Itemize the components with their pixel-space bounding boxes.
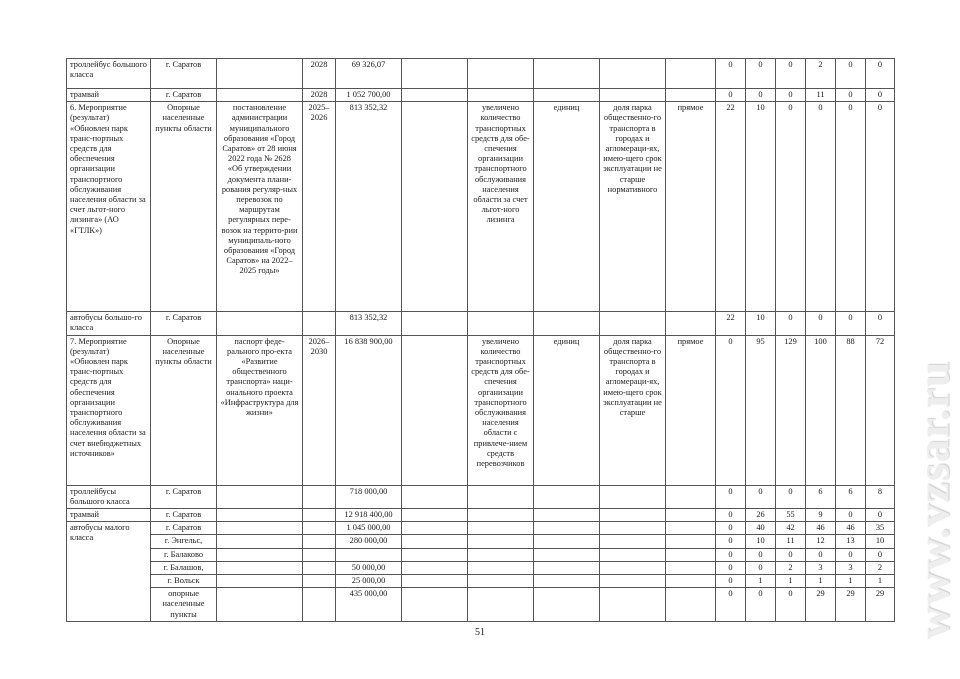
empty-cell — [666, 522, 716, 535]
empty-cell — [666, 588, 716, 622]
years-cell — [303, 522, 336, 535]
value-cell: 0 — [776, 485, 806, 508]
unit-cell — [534, 312, 600, 335]
value-cell: 0 — [716, 522, 746, 535]
value-cell: 10 — [866, 535, 895, 548]
value-cell: 11 — [776, 535, 806, 548]
value-cell: 8 — [866, 485, 895, 508]
indicator-type-cell — [666, 312, 716, 335]
value-cell: 2 — [806, 59, 836, 89]
years-cell — [303, 548, 336, 561]
unit-cell — [534, 89, 600, 102]
result-cell — [468, 485, 534, 508]
page-number: 51 — [475, 627, 485, 638]
value-cell: 0 — [806, 548, 836, 561]
value-cell: 40 — [746, 522, 776, 535]
indicator-cell: доля парка общественно-го транспорта в городах и агломераци-ях, имею-щего срок эксплуатации не старше — [600, 335, 666, 485]
value-cell: 46 — [806, 522, 836, 535]
place-cell: г. Саратов — [151, 509, 217, 522]
legal-document-cell — [217, 485, 303, 508]
place-cell: г. Саратов — [151, 312, 217, 335]
value-cell: 26 — [746, 509, 776, 522]
empty-cell — [402, 485, 468, 508]
value-cell: 0 — [746, 588, 776, 622]
indicator-cell — [600, 509, 666, 522]
amount-cell: 12 918 400,00 — [336, 509, 402, 522]
value-cell: 0 — [776, 59, 806, 89]
value-cell: 0 — [746, 485, 776, 508]
measure-name-cell: троллейбус большого класса — [67, 59, 151, 89]
value-cell: 0 — [746, 59, 776, 89]
place-cell: г. Саратов — [151, 59, 217, 89]
amount-cell: 1 052 700,00 — [336, 89, 402, 102]
value-cell: 46 — [836, 522, 866, 535]
indicator-cell — [600, 89, 666, 102]
legal-document-cell — [217, 561, 303, 574]
empty-cell — [402, 312, 468, 335]
value-cell: 0 — [836, 509, 866, 522]
table-row — [67, 561, 895, 574]
value-cell: 0 — [776, 312, 806, 335]
years-cell: 2028 — [303, 59, 336, 89]
measure-name-cell: 6. Мероприятие (результат) «Обновлен парк транс-портных средств для обеспечения организации транспортного обслуживания населения области за счет льгот-ного лизинга» (АО «ГТЛК») — [67, 102, 151, 312]
value-cell: 88 — [836, 335, 866, 485]
place-cell: Опорные населенные пункты области — [151, 335, 217, 485]
value-cell: 1 — [806, 575, 836, 588]
empty-cell — [468, 561, 534, 574]
empty-cell — [666, 561, 716, 574]
empty-cell — [600, 522, 666, 535]
result-cell — [468, 59, 534, 89]
value-cell: 0 — [716, 548, 746, 561]
years-cell — [303, 485, 336, 508]
amount-cell: 1 045 000,00 — [336, 522, 402, 535]
value-cell: 3 — [836, 561, 866, 574]
empty-cell — [600, 548, 666, 561]
value-cell: 3 — [806, 561, 836, 574]
table-row — [67, 312, 895, 335]
years-cell — [303, 588, 336, 622]
value-cell: 22 — [716, 312, 746, 335]
empty-cell — [468, 588, 534, 622]
value-cell: 0 — [716, 535, 746, 548]
measure-name-cell: трамвай — [67, 89, 151, 102]
value-cell: 10 — [746, 312, 776, 335]
empty-cell — [534, 522, 600, 535]
unit-cell: единиц — [534, 335, 600, 485]
value-cell: 35 — [866, 522, 895, 535]
empty-cell — [534, 548, 600, 561]
years-cell: 2025–2026 — [303, 102, 336, 312]
value-cell: 0 — [776, 102, 806, 312]
table-row — [67, 535, 895, 548]
unit-cell: единиц — [534, 102, 600, 312]
value-cell: 0 — [806, 312, 836, 335]
indicator-type-cell — [666, 59, 716, 89]
legal-document-cell: постановление администрации муниципального образования «Город Саратов» от 28 июня 2022 года № 2628 «Об утверждении документа плани-рования регуляр-ных перевозок по маршрутам регулярных пере-возок на террито-рии муниципаль-ного образования «Город Саратов» на 2022–2025 годы» — [217, 102, 303, 312]
empty-cell — [600, 588, 666, 622]
table-row — [67, 575, 895, 588]
result-cell: увеличено количество транспортных средств для обе-спечения организации транспортного обслуживания населения области с привлече-нием средств перевозчиков — [468, 335, 534, 485]
place-cell: г. Энгельс, — [151, 535, 217, 548]
value-cell: 0 — [716, 335, 746, 485]
empty-cell — [666, 548, 716, 561]
empty-cell — [402, 102, 468, 312]
empty-cell — [468, 575, 534, 588]
years-cell — [303, 561, 336, 574]
empty-cell — [402, 535, 468, 548]
empty-cell — [402, 89, 468, 102]
empty-cell — [402, 522, 468, 535]
empty-cell — [534, 561, 600, 574]
value-cell: 0 — [866, 548, 895, 561]
value-cell: 0 — [716, 561, 746, 574]
value-cell: 2 — [866, 561, 895, 574]
value-cell: 12 — [806, 535, 836, 548]
empty-cell — [402, 59, 468, 89]
amount-cell: 718 000,00 — [336, 485, 402, 508]
indicator-type-cell: прямое — [666, 102, 716, 312]
years-cell — [303, 575, 336, 588]
table-row — [67, 485, 895, 508]
value-cell: 0 — [866, 312, 895, 335]
value-cell: 2 — [776, 561, 806, 574]
unit-cell — [534, 59, 600, 89]
table-row — [67, 59, 895, 89]
place-cell: г. Саратов — [151, 522, 217, 535]
years-cell — [303, 535, 336, 548]
value-cell: 0 — [836, 548, 866, 561]
table-body — [67, 59, 895, 622]
value-cell: 29 — [866, 588, 895, 622]
value-cell: 0 — [866, 59, 895, 89]
empty-cell — [402, 548, 468, 561]
value-cell: 0 — [746, 561, 776, 574]
indicator-cell — [600, 485, 666, 508]
result-cell — [468, 312, 534, 335]
value-cell: 29 — [806, 588, 836, 622]
empty-cell — [402, 509, 468, 522]
value-cell: 22 — [716, 102, 746, 312]
value-cell: 0 — [776, 588, 806, 622]
value-cell: 1 — [776, 575, 806, 588]
indicator-cell: доля парка общественно-го транспорта в городах и агломераци-ях, имею-щего срок эксплуатации не старше нормативного — [600, 102, 666, 312]
measure-name-cell: автобусы малого класса — [67, 522, 151, 622]
value-cell: 0 — [866, 102, 895, 312]
legal-document-cell — [217, 588, 303, 622]
measure-name-cell: троллейбусы большого класса — [67, 485, 151, 508]
value-cell: 0 — [716, 89, 746, 102]
empty-cell — [666, 575, 716, 588]
table-row — [67, 335, 895, 485]
value-cell: 1 — [866, 575, 895, 588]
legal-document-cell — [217, 548, 303, 561]
value-cell: 0 — [836, 59, 866, 89]
value-cell: 0 — [836, 102, 866, 312]
value-cell: 29 — [836, 588, 866, 622]
empty-cell — [666, 535, 716, 548]
years-cell: 2026–2030 — [303, 335, 336, 485]
unit-cell — [534, 509, 600, 522]
empty-cell — [534, 588, 600, 622]
measures-table — [66, 58, 895, 622]
legal-document-cell — [217, 509, 303, 522]
value-cell: 0 — [806, 102, 836, 312]
years-cell — [303, 509, 336, 522]
indicator-type-cell: прямое — [666, 335, 716, 485]
result-cell — [468, 509, 534, 522]
value-cell: 0 — [716, 575, 746, 588]
table-row — [67, 509, 895, 522]
legal-document-cell — [217, 522, 303, 535]
amount-cell: 25 000,00 — [336, 575, 402, 588]
value-cell: 10 — [746, 102, 776, 312]
value-cell: 0 — [746, 548, 776, 561]
value-cell: 0 — [716, 485, 746, 508]
empty-cell — [402, 561, 468, 574]
empty-cell — [402, 335, 468, 485]
legal-document-cell — [217, 575, 303, 588]
place-cell: г. Балаково — [151, 548, 217, 561]
value-cell: 0 — [716, 59, 746, 89]
indicator-cell — [600, 59, 666, 89]
amount-cell: 16 838 900,00 — [336, 335, 402, 485]
empty-cell — [600, 561, 666, 574]
value-cell: 10 — [746, 535, 776, 548]
place-cell: г. Вольск — [151, 575, 217, 588]
amount-cell — [336, 548, 402, 561]
value-cell: 1 — [836, 575, 866, 588]
result-cell: увеличено количество транспортных средств для обе-спечения организации транспортного обслуживания населения области за счет льгот-ного лизинга — [468, 102, 534, 312]
table-row — [67, 548, 895, 561]
watermark — [903, 330, 960, 670]
value-cell: 100 — [806, 335, 836, 485]
value-cell: 0 — [776, 548, 806, 561]
place-cell: г. Саратов — [151, 485, 217, 508]
amount-cell: 280 000,00 — [336, 535, 402, 548]
years-cell — [303, 312, 336, 335]
measure-name-cell: 7. Мероприятие (результат) «Обновлен парк транс-портных средств для обеспечения организации транспортного обслуживания населения области за счет внебюджетных источников» — [67, 335, 151, 485]
place-cell: г. Саратов — [151, 89, 217, 102]
value-cell: 0 — [866, 89, 895, 102]
value-cell: 11 — [806, 89, 836, 102]
empty-cell — [468, 522, 534, 535]
value-cell: 0 — [716, 509, 746, 522]
result-cell — [468, 89, 534, 102]
table-row — [67, 522, 895, 535]
value-cell: 72 — [866, 335, 895, 485]
value-cell: 55 — [776, 509, 806, 522]
value-cell: 0 — [836, 312, 866, 335]
empty-cell — [468, 535, 534, 548]
value-cell: 9 — [806, 509, 836, 522]
amount-cell: 435 000,00 — [336, 588, 402, 622]
place-cell: г. Балашов, — [151, 561, 217, 574]
measure-name-cell: трамвай — [67, 509, 151, 522]
table-row — [67, 89, 895, 102]
value-cell: 13 — [836, 535, 866, 548]
amount-cell: 813 352,32 — [336, 102, 402, 312]
value-cell: 6 — [806, 485, 836, 508]
legal-document-cell — [217, 59, 303, 89]
indicator-type-cell — [666, 89, 716, 102]
unit-cell — [534, 485, 600, 508]
value-cell: 0 — [866, 509, 895, 522]
measure-name-cell: автобусы большо-го класса — [67, 312, 151, 335]
indicator-type-cell — [666, 485, 716, 508]
empty-cell — [600, 575, 666, 588]
empty-cell — [600, 535, 666, 548]
watermark-text: www.vzsar.ru — [907, 360, 959, 640]
value-cell: 42 — [776, 522, 806, 535]
amount-cell: 50 000,00 — [336, 561, 402, 574]
empty-cell — [534, 575, 600, 588]
value-cell: 129 — [776, 335, 806, 485]
value-cell: 1 — [746, 575, 776, 588]
amount-cell: 69 326,07 — [336, 59, 402, 89]
amount-cell: 813 352,32 — [336, 312, 402, 335]
value-cell: 0 — [836, 89, 866, 102]
empty-cell — [534, 535, 600, 548]
legal-document-cell — [217, 312, 303, 335]
table-row — [67, 102, 895, 312]
empty-cell — [402, 575, 468, 588]
legal-document-cell — [217, 89, 303, 102]
document-page — [66, 58, 894, 622]
place-cell: Опорные населенные пункты области — [151, 102, 217, 312]
value-cell: 0 — [776, 89, 806, 102]
indicator-type-cell — [666, 509, 716, 522]
place-cell: опорные населенные пункты — [151, 588, 217, 622]
legal-document-cell: паспорт феде-рального про-екта «Развитие общественного транспорта» наци-онального проекта «Инфраструктура для жизни» — [217, 335, 303, 485]
indicator-cell — [600, 312, 666, 335]
years-cell: 2028 — [303, 89, 336, 102]
value-cell: 6 — [836, 485, 866, 508]
value-cell: 95 — [746, 335, 776, 485]
table-row — [67, 588, 895, 622]
empty-cell — [468, 548, 534, 561]
legal-document-cell — [217, 535, 303, 548]
value-cell: 0 — [746, 89, 776, 102]
empty-cell — [402, 588, 468, 622]
value-cell: 0 — [716, 588, 746, 622]
